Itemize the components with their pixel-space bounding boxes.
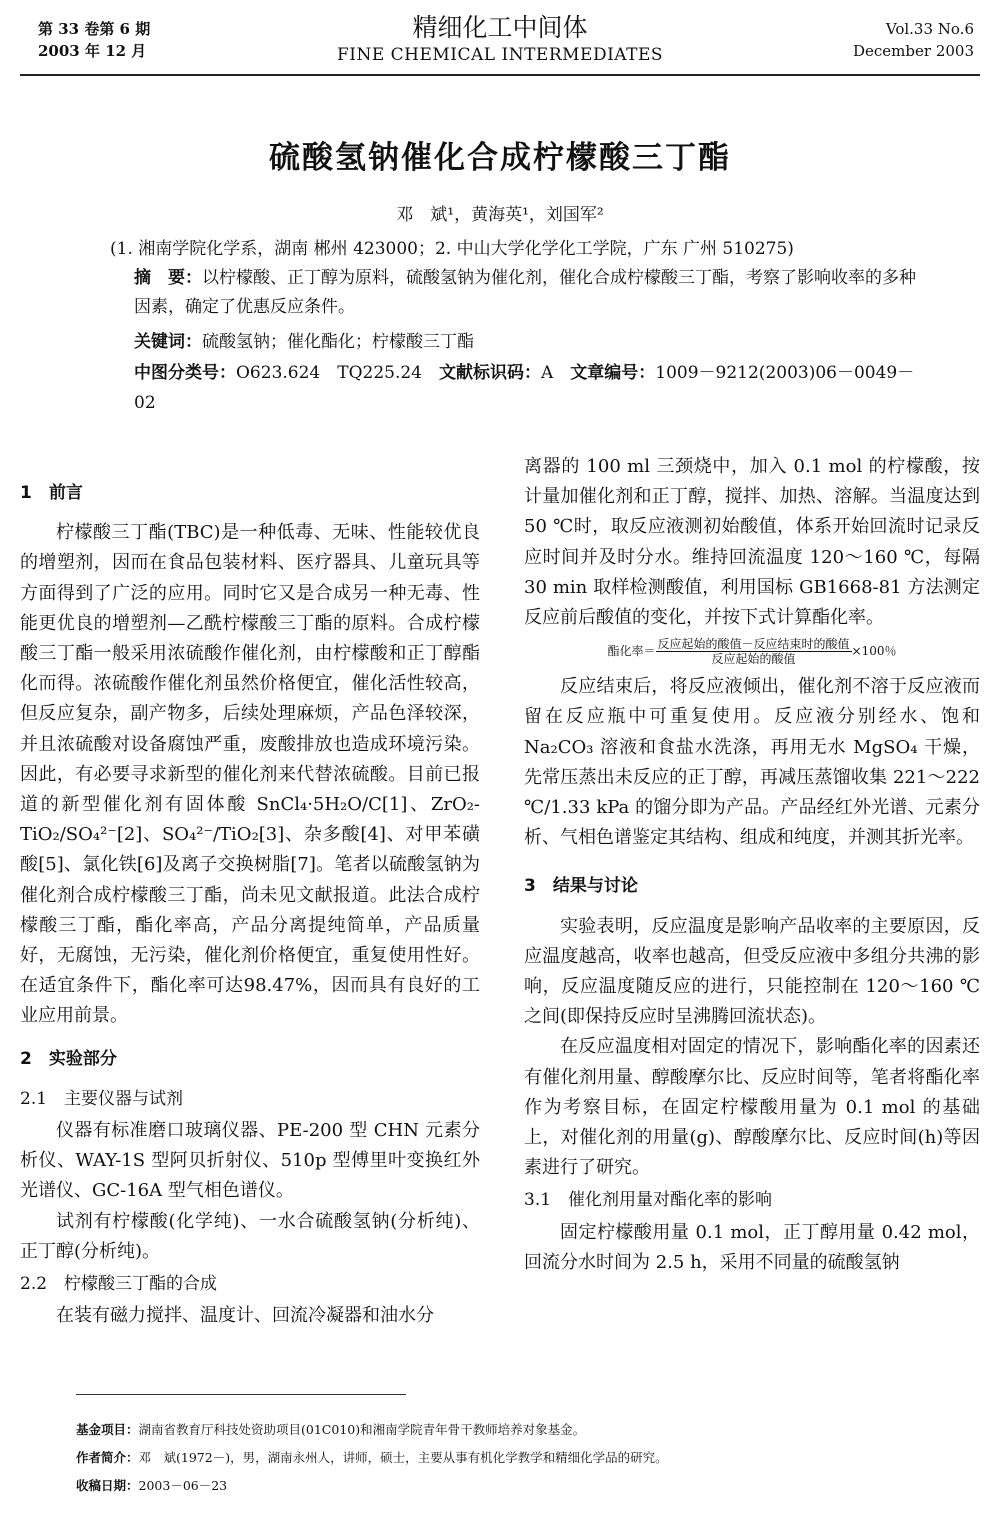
formula-denominator: 反应起始的酸值 bbox=[711, 652, 796, 667]
footnote-author bbox=[76, 1450, 976, 1466]
left-column bbox=[20, 470, 480, 1331]
funding-text: 湖南省教育厅科技处资助项目(01C010)和湘南学院青年骨干教师培养对象基金。 bbox=[138, 1422, 586, 1437]
footnote-received bbox=[76, 1478, 976, 1494]
article-number-label: 文章编号： bbox=[570, 363, 656, 383]
keywords-label: 关键词： bbox=[134, 332, 202, 352]
section-2-1-title: 2.1 主要仪器与试剂 bbox=[20, 1088, 184, 1109]
section-2-2-paragraph-2: 反应结束后，将反应液倾出，催化剂不溶于反应液而留在反应瓶中可重复使用。反应液分别经水、饱和 Na₂CO₃ 溶液和食盐水洗涤，再用无水 MgSO₄ 干燥，先常压蒸出未反应的正丁醇，再减压蒸馏收集 221～222 ℃/1.33 kPa 的馏分即为产品。产品经红外光谱、元素分析、气相色谱鉴定其结构、组成和纯度，并测其折光率。 bbox=[524, 676, 980, 849]
section-2-2-title: 2.2 柠檬酸三丁酯的合成 bbox=[20, 1274, 218, 1295]
volume-en: Vol.33 No.6 bbox=[885, 20, 974, 38]
formula-rhs: ×100％ bbox=[851, 644, 897, 659]
section-2-1-paragraph-2: 试剂有柠檬酸(化学纯)、一水合硫酸氢钠(分析纯)、正丁醇(分析纯)。 bbox=[20, 1210, 480, 1262]
keywords bbox=[134, 327, 474, 352]
classification bbox=[88, 358, 928, 418]
author-bio-text: 邓 斌(1972－)，男，湖南永州人，讲师，硕士，主要从事有机化学教学和精细化学品的研究。 bbox=[138, 1450, 668, 1465]
section-3-paragraph-1: 实验表明，反应温度是影响产品收率的主要原因，反应温度越高，收率也越高，但受反应液中多组分共沸的影响，反应温度随反应的进行，只能控制在 120～160 ℃之间(即保持反应时呈沸腾回流状态)。 bbox=[524, 915, 980, 1028]
header-rule bbox=[20, 74, 980, 76]
abstract-label: 摘 要： bbox=[134, 268, 202, 288]
section-2-title: 2 实验部分 bbox=[20, 1048, 117, 1069]
clc-label: 中图分类号： bbox=[134, 363, 236, 383]
footnote-funding bbox=[76, 1422, 976, 1438]
keywords-text: 硫酸氢钠；催化酯化；柠檬酸三丁酯 bbox=[202, 332, 474, 352]
authors: 邓 斌¹，黄海英¹，刘国军² bbox=[396, 205, 604, 225]
affiliations: (1. 湘南学院化学系，湖南 郴州 423000；2. 中山大学化学化工学院，广东 广州 510275) bbox=[110, 239, 794, 259]
esterification-formula bbox=[524, 637, 980, 666]
section-3-1-title: 3.1 催化剂用量对酯化率的影响 bbox=[524, 1190, 773, 1211]
journal-cn: 精细化工中间体 bbox=[412, 13, 588, 42]
section-2-1-paragraph-1: 仪器有标准磨口玻璃仪器、PE-200 型 CHN 元素分析仪、WAY-1S 型阿贝折射仪、510p 型傅里叶变换红外光谱仪、GC-16A 型气相色谱仪。 bbox=[20, 1120, 480, 1202]
section-3-title: 3 结果与讨论 bbox=[524, 876, 638, 897]
issue-info-en bbox=[853, 18, 974, 62]
abstract-text: 以柠檬酸、正丁醇为原料，硫酸氢钠为催化剂，催化合成柠檬酸三丁酯，考察了影响收率的多种因素，确定了优惠反应条件。 bbox=[134, 268, 916, 317]
funding-label: 基金项目： bbox=[76, 1422, 139, 1437]
received-label: 收稿日期： bbox=[76, 1478, 139, 1493]
footnote-rule bbox=[76, 1394, 406, 1395]
doc-code-label: 文献标识码： bbox=[439, 363, 541, 383]
section-2-2-paragraph-start: 在装有磁力搅拌、温度计、回流冷凝器和油水分 bbox=[56, 1305, 434, 1327]
formula-numerator: 反应起始的酸值－反应结束时的酸值 bbox=[657, 637, 850, 652]
volume-cn: 第 33 卷第 6 期 bbox=[38, 20, 151, 38]
abstract bbox=[88, 264, 928, 322]
right-column bbox=[524, 452, 980, 1278]
formula-lhs: 酯化率＝ bbox=[607, 644, 656, 659]
doc-code-value: A bbox=[541, 363, 554, 383]
received-date: 2003－06－23 bbox=[138, 1478, 228, 1493]
paper-title: 硫酸氢钠催化合成柠檬酸三丁酯 bbox=[269, 140, 731, 176]
author-bio-label: 作者简介： bbox=[76, 1450, 139, 1465]
section-3-1-paragraph: 固定柠檬酸用量 0.1 mol，正丁醇用量 0.42 mol，回流分水时间为 2.5 h，采用不同量的硫酸氢钠 bbox=[524, 1221, 980, 1273]
section-1-paragraph: 柠檬酸三丁酯(TBC)是一种低毒、无味、性能较优良的增塑剂，因而在食品包装材料、医疗器具、儿童玩具等方面得到了广泛的应用。同时它又是合成另一种无毒、性能更优良的增塑剂—乙酰柠檬酸三丁酯的原料。合成柠檬酸三丁酯一般采用浓硫酸作催化剂，由柠檬酸和正丁醇酯化而得。浓硫酸作催化剂虽然价格便宜，催化活性较高，但反应复杂，副产物多，后续处理麻烦，产品色泽较深，并且浓硫酸对设备腐蚀严重，废酸排放也造成环境污染。因此，有必要寻求新型的催化剂来代替浓硫酸。目前已报道的新型催化剂有固体酸 SnCl₄·5H₂O/C[1]、ZrO₂-TiO₂/SO₄²⁻[2]、SO₄²⁻/TiO₂[3]、杂多酸[4]、对甲苯磺酸[5]、氯化铁[6]及离子交换树脂[7]。笔者以硫酸氢钠为催化剂合成柠檬酸三丁酯，尚未见文献报道。此法合成柠檬酸三丁酯，酯化率高，产品分离提纯简单，产品质量好，无腐蚀，无污染，催化剂价格便宜，重复使用性好。在适宜条件下，酯化率可达98.47%，因而具有良好的工业应用前景。 bbox=[20, 522, 480, 1027]
date-en: December 2003 bbox=[853, 42, 974, 60]
section-2-2-paragraph-cont: 离器的 100 ml 三颈烧中，加入 0.1 mol 的柠檬酸，按计量加催化剂和正丁醇，搅拌、加热、溶解。当温度达到 50 ℃时，取反应液测初始酸值，体系开始回流时记录反应时间并及时分水。维持回流温度 120～160 ℃，每隔 30 min 取样检测酸值，利用国标 GB1668-81 方法测定反应前后酸值的变化，并按下式计算酯化率。 bbox=[524, 456, 980, 629]
article-number-value: 1009－9212(2003)06－0049－02 bbox=[134, 363, 915, 413]
journal-name bbox=[0, 12, 1000, 66]
section-1-title: 1 前言 bbox=[20, 483, 83, 503]
date-cn: 2003 年 12 月 bbox=[38, 42, 147, 60]
journal-en: FINE CHEMICAL INTERMEDIATES bbox=[336, 45, 664, 65]
section-3-paragraph-2: 在反应温度相对固定的情况下，影响酯化率的因素还有催化剂用量、醇酸摩尔比、反应时间等，笔者将酯化率作为考察目标，在固定柠檬酸用量为 0.1 mol 的基础上，对催化剂的用量(g)、醇酸摩尔比、反应时间(h)等因素进行了研究。 bbox=[524, 1036, 980, 1179]
clc-value: O623.624 TQ225.24 bbox=[236, 363, 422, 383]
